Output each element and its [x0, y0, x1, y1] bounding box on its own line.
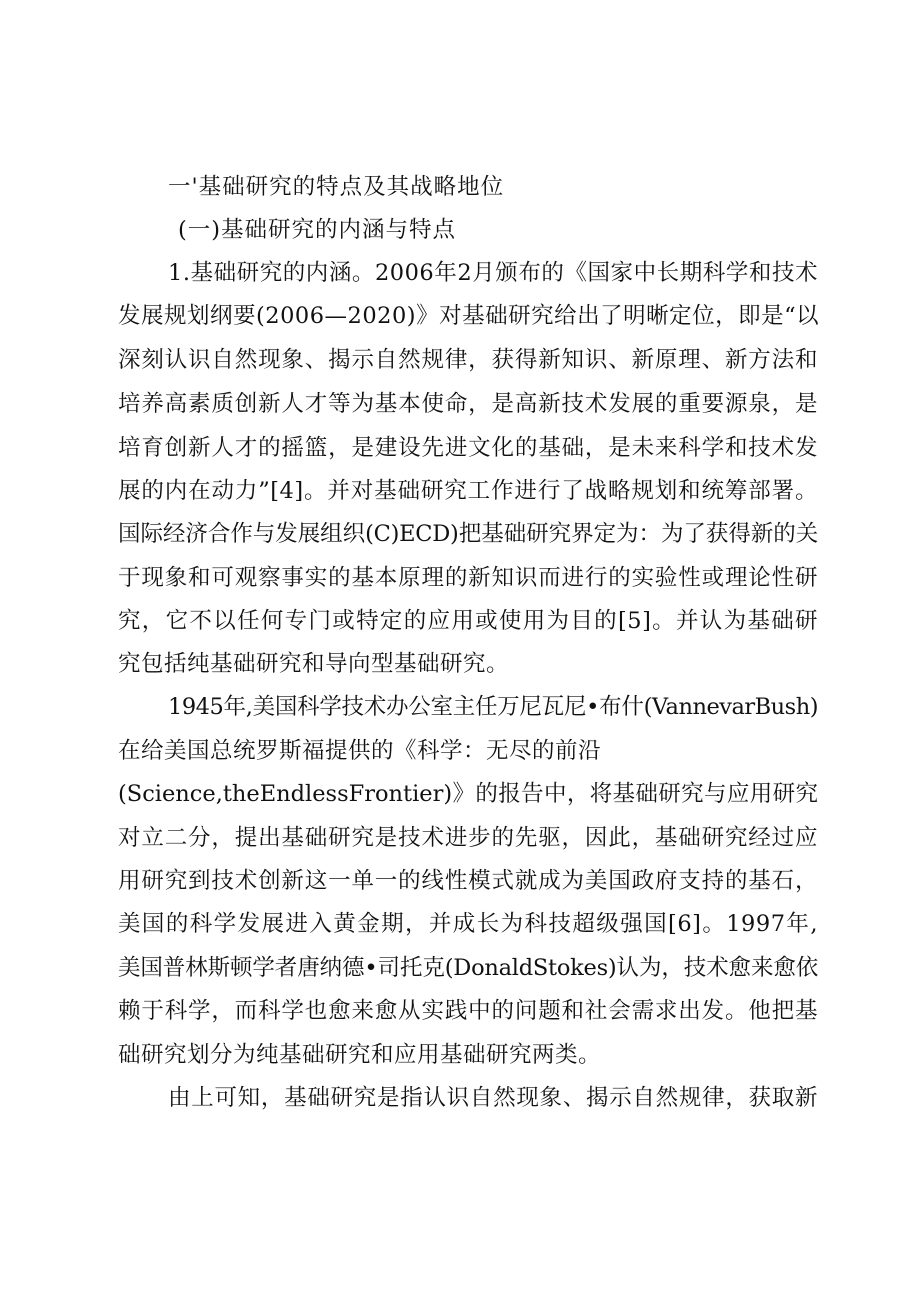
text-line: 础研究划分为纯基础研究和应用基础研究两类。: [118, 1042, 602, 1068]
text-line: 国际经济合作与发展组织(C)ECD)把基础研究界定为：为了获得新的关: [118, 521, 818, 547]
text-line: 在给美国总统罗斯福提供的《科学：无尽的前沿: [118, 738, 602, 764]
text-line: 用研究到技术创新这一单一的线性模式就成为美国政府支持的基石，: [118, 868, 818, 894]
text-line: 1.基础研究的内涵。2006年2月颁布的《国家中长期科学和技术: [168, 260, 818, 286]
text-line: 究，它不以任何专门或特定的应用或使用为目的[5]。并认为基础研: [118, 608, 818, 634]
text-line: 赖于科学，而科学也愈来愈从实践中的问题和社会需求出发。他把基: [118, 998, 818, 1024]
section-heading: 一'基础研究的特点及其战略地位: [168, 174, 505, 200]
text-line: 培养高素质创新人才等为基本使命，是高新技术发展的重要源泉，是: [118, 391, 818, 417]
text-line: 展的内在动力”[4]。并对基础研究工作进行了战略规划和统筹部署。: [118, 478, 818, 504]
text-line: 美国普林斯顿学者唐纳德•司托克(DonaldStokes)认为，技术愈来愈依: [118, 955, 818, 981]
text-line: 1945年,美国科学技术办公室主任万尼瓦尼•布什(VannevarBush): [168, 694, 818, 720]
text-line: 发展规划纲要(2006—2020)》对基础研究给出了明晰定位，即是“以: [118, 303, 820, 329]
subsection-heading: (一)基础研究的内涵与特点: [178, 217, 457, 243]
text-line: 由上可知，基础研究是指认识自然现象、揭示自然规律，获取新: [168, 1085, 818, 1111]
text-line: 美国的科学发展进入黄金期，并成长为科技超级强国[6]。1997年,: [118, 911, 818, 937]
text-line: 培育创新人才的摇篮，是建设先进文化的基础，是未来科学和技术发: [118, 435, 818, 461]
text-line: 究包括纯基础研究和导向型基础研究。: [118, 651, 510, 677]
text-line: 于现象和可观察事实的基本原理的新知识而进行的实验性或理论性研: [118, 565, 818, 591]
text-line: (Science,theEndlessFrontier)》的报告中，将基础研究与应用研究: [118, 781, 818, 807]
text-line: 深刻认识自然现象、揭示自然规律，获得新知识、新原理、新方法和: [118, 347, 818, 373]
text-line: 对立二分，提出基础研究是技术进步的先驱，因此，基础研究经过应: [118, 825, 818, 851]
